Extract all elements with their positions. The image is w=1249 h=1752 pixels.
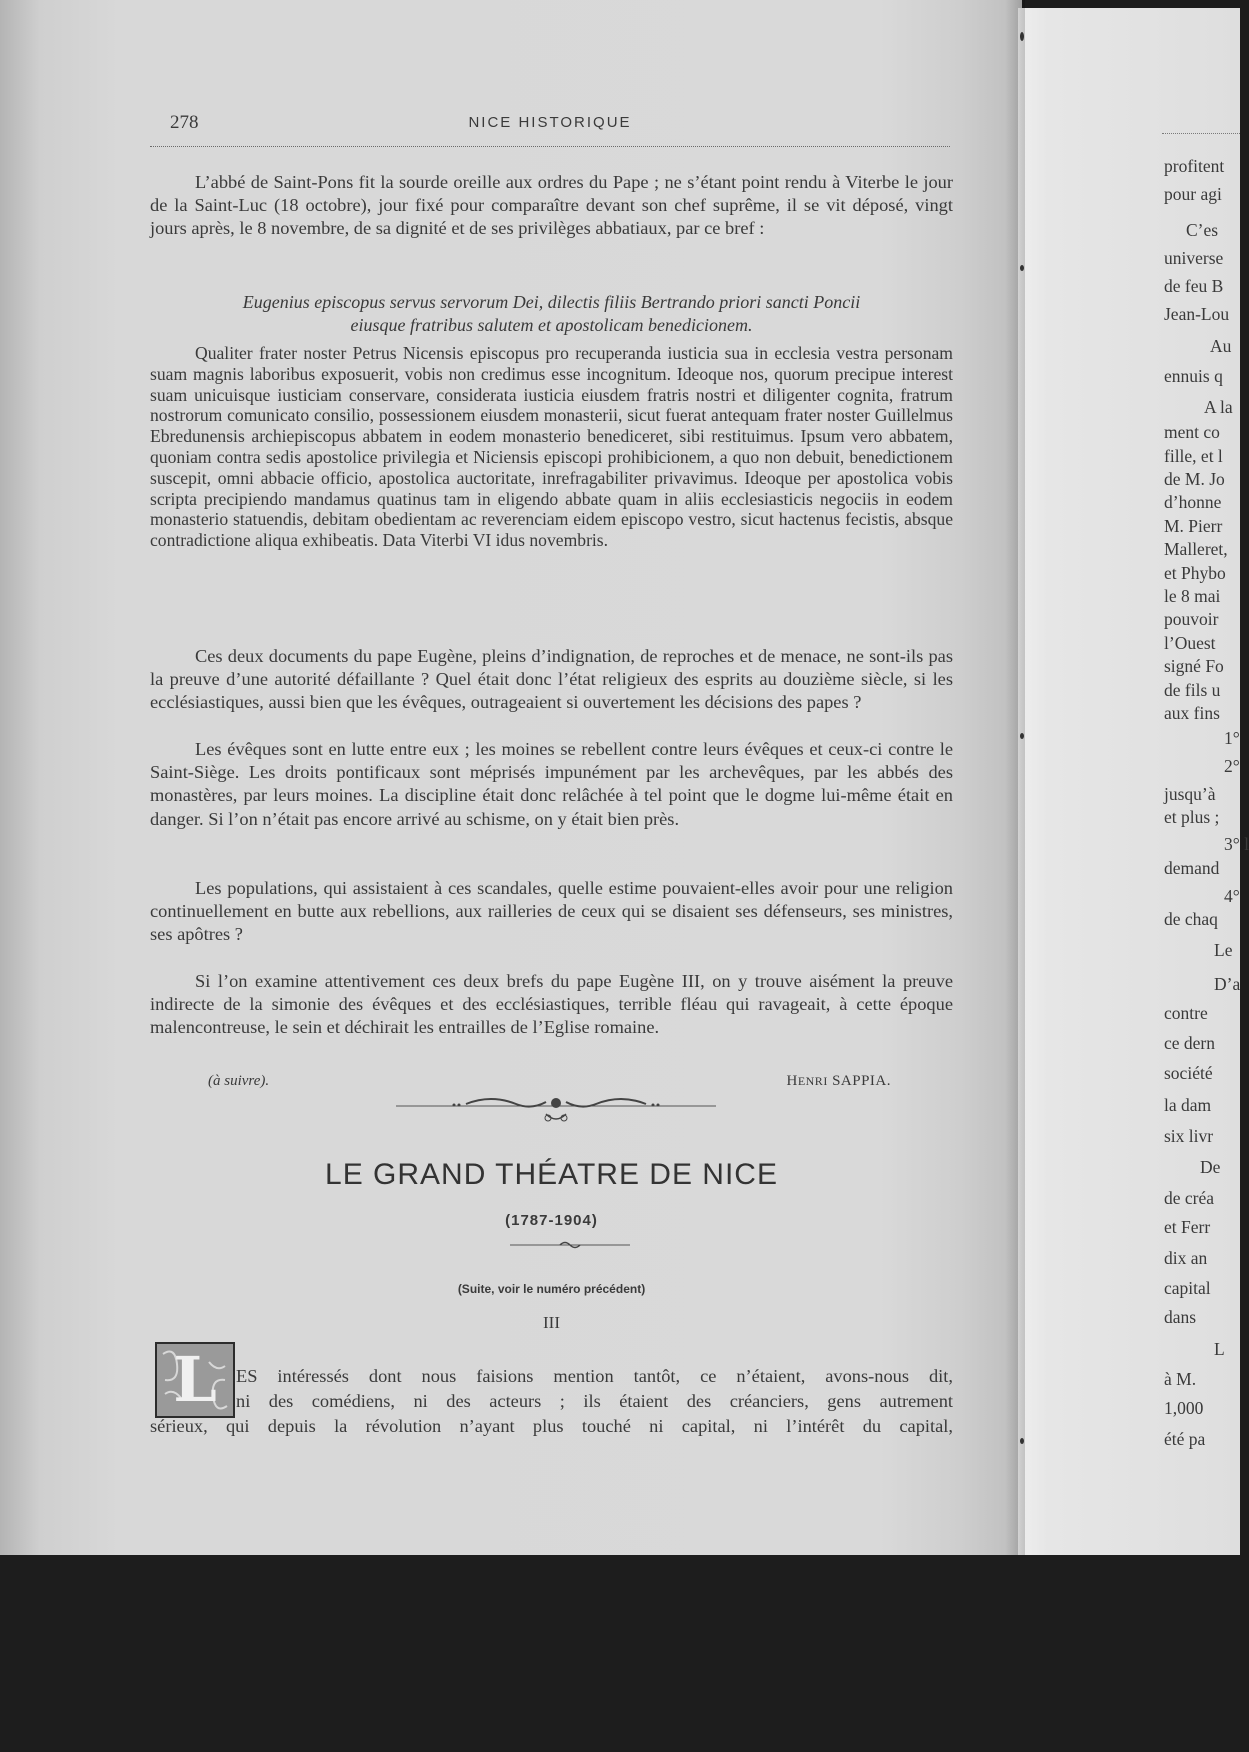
right-page-line: 4° [1224, 886, 1240, 906]
right-page-line: de chaq [1164, 909, 1218, 929]
right-page-line: et Phybo [1164, 563, 1226, 583]
right-page-line: 1° [1224, 728, 1240, 748]
paragraph-5: Si l’on examine attentivement ces deux brefs du pape Eugène III, on y trouve aisément la preuve indirecte de la simonie des évêques et des ecclésiastiques, terrible fléau qui ravageait, à cette époque malencontreuse, le sein et déchirait les entrailles de l’Eglise romaine. [150, 971, 953, 1038]
right-page-line: ennuis q [1164, 366, 1223, 386]
journal-title: NICE HISTORIQUE [468, 114, 632, 131]
right-page-line: signé Fo [1164, 656, 1224, 676]
article2-line-2: ni des comédiens, ni des acteurs ; ils étaient des créanciers, gens autrement [236, 1390, 953, 1411]
right-page-line: pour agi [1164, 184, 1222, 204]
right-page-line: universe [1164, 248, 1224, 268]
right-page-line: la dam [1164, 1095, 1212, 1115]
gutter-shadow [1005, 0, 1025, 1555]
edge-mark [1020, 265, 1024, 271]
right-page-line: fille, et l [1164, 446, 1223, 466]
drop-cap-letter: L [173, 1343, 217, 1416]
article-title: LE GRAND THÉATRE DE NICE [325, 1158, 778, 1191]
page-number: 278 [170, 112, 199, 133]
right-page-line: ce dern [1164, 1033, 1216, 1053]
edge-mark [1020, 1438, 1024, 1444]
scan-background [0, 1555, 1240, 1752]
article2-line-1: ES intéressés dont nous faisions mention tantôt, ce n’étaient, avons-nous dit, [236, 1366, 953, 1386]
bref-title-line-2: eiusque fratribus salutem et apostolicam benedicionem. [350, 314, 753, 335]
right-page-line: Le [1214, 940, 1233, 960]
edge-mark [1020, 733, 1024, 739]
right-page-line: M. Pierr [1164, 516, 1223, 536]
right-page-line: pouvoir [1164, 609, 1219, 629]
right-page-line: demand [1164, 858, 1220, 878]
right-page-line: A la [1204, 397, 1233, 417]
paragraph-2: Ces deux documents du pape Eugène, pleins d’indignation, de reproches et de menace, ne sont-ils pas la preuve d’une autorité défaillante ? Quel était donc l’état religieux des esprits au douzième siècle, si les ecclésiastiques, aussi bien que les évêques, outrageaient si ouvertement les décisions des papes ? [150, 646, 953, 713]
right-page-line: été pa [1164, 1429, 1206, 1449]
right-page-line: six livr [1164, 1126, 1214, 1146]
paragraph-4: Les populations, qui assistaient à ces scandales, quelle estime pouvaient-elles avoir pour une religion continuellement en butte aux rebellions, aux railleries de ceux qui se disaient ses défenseurs, ses ministres, ses apôtres ? [150, 878, 953, 945]
bref-title-line-1: Eugenius episcopus servus servorum Dei, dilectis filiis Bertrando priori sancti Poncii [242, 292, 861, 312]
right-page-line: de fils u [1164, 680, 1221, 700]
right-page-line: dans [1164, 1307, 1197, 1327]
right-page-line: le 8 mai [1164, 586, 1221, 606]
ornament-divider [396, 1094, 716, 1128]
right-page-line: de créa [1164, 1188, 1215, 1208]
article2-opening [150, 1364, 953, 1438]
right-page-line: L [1214, 1339, 1225, 1359]
section-number: III [543, 1313, 560, 1332]
right-page-line: contre [1164, 1003, 1208, 1023]
right-page-line: l’Ouest [1164, 633, 1216, 653]
paragraph-1: L’abbé de Saint-Pons fit la sourde oreille aux ordres du Pape ; ne s’étant point rendu à Viterbe le jour de la Saint-Luc (18 octobre), jour fixé pour comparaître devant son chef suprême, il se vit déposé, vingt jours après, le 8 novembre, de sa dignité et de ses privilèges abbatiaux, par ce bref : [150, 172, 953, 239]
right-page-line: profitent [1164, 156, 1225, 176]
right-page-header-rule [1162, 133, 1240, 134]
right-page-line: C’es [1186, 220, 1219, 240]
right-page-line: ment co [1164, 422, 1220, 442]
right-page-line: de feu B [1164, 276, 1224, 296]
right-page-line: société [1164, 1063, 1213, 1083]
right-page-line: dix an [1164, 1248, 1208, 1268]
right-page-line: aux fins [1164, 703, 1220, 723]
bref-title [150, 291, 953, 336]
suite-note: (Suite, voir le numéro précédent) [457, 1282, 646, 1296]
right-page-line: D’a [1214, 974, 1241, 994]
latin-bref-body: Qualiter frater noster Petrus Nicensis episcopus pro recuperanda iusticia sua in ecclesia vestra personam suam magnis laboribus exposuerit, vobis non credimus esse incognitum. Ideoque nos, quorum precipue interest suam unicuisque iusticiam conservare, considerata iusticia eiusdem fratris nostri et diligenter cognita, fratrum nostrorum comunicato consilio, possessionem eiusdem monasterii, sicut fuerat antequam frater noster Guillelmus Ebredunensis archiepiscopus abbatem in eodem monasterio benediceret, sibi restituimus. Ipsum vero abbatem, quoniam contra sedis apostolice privilegia et Niciensis episcopi prohibicionem, a quo non debuit, benedictionem suscepit, omni abbacie officio, apostolica auctoritate, inrefragabiliter privavimus. Ideoque per apostolica vobis scripta precipiendo mandamus quatinus tam in eligendo abbate quam in aliis ecclesiasticis negociis in eodem monasterio statuendis, debitam obedientam ac reverenciam eidem episcopo vestro, sicut hactenus fecistis, absque contradictione aliqua exhibeatis. Data Viterbi VI idus novembris. [150, 343, 953, 551]
right-page-line: jusqu’à [1164, 784, 1216, 804]
right-page-line: De [1200, 1157, 1221, 1177]
right-page-line: Au [1210, 336, 1232, 356]
header-rule [150, 146, 950, 147]
right-page-line: à M. [1164, 1369, 1197, 1389]
right-page-line: 3° l [1224, 834, 1249, 854]
right-page-line: 2° [1224, 756, 1240, 776]
running-head [150, 112, 950, 136]
right-page-line: Malleret, [1164, 539, 1228, 559]
right-page-line: Jean-Lou [1164, 304, 1230, 324]
right-page-line: et Ferr [1164, 1217, 1211, 1237]
small-ornament-rule [510, 1240, 630, 1250]
author-signature: HENRI SAPPIA. [786, 1073, 891, 1089]
right-page-line: capital [1164, 1278, 1211, 1298]
right-page-line: 1,000 [1164, 1398, 1204, 1418]
to-be-continued: (à suivre). [208, 1073, 270, 1089]
right-page-line: de M. Jo [1164, 469, 1225, 489]
article2-line-3: sérieux, qui depuis la révolution n’ayant plus touché ni capital, ni l’intérêt du capital, [150, 1415, 953, 1436]
right-page-line: d’honne [1164, 492, 1222, 512]
paragraph-3: Les évêques sont en lutte entre eux ; les moines se rebellent contre leurs évêques et ceux-ci contre le Saint-Siège. Les droits pontificaux sont méprisés impunément par les archevêques, par les abbés des monastères, par leurs moines. La discipline était donc relâchée à tel point que le dogme lui-même était en danger. Si l’on n’était pas encore arrivé au schisme, on y était bien près. [150, 739, 953, 829]
right-page-line: et plus ; [1164, 807, 1220, 827]
edge-mark [1020, 32, 1024, 41]
article-dates: (1787-1904) [505, 1212, 598, 1229]
